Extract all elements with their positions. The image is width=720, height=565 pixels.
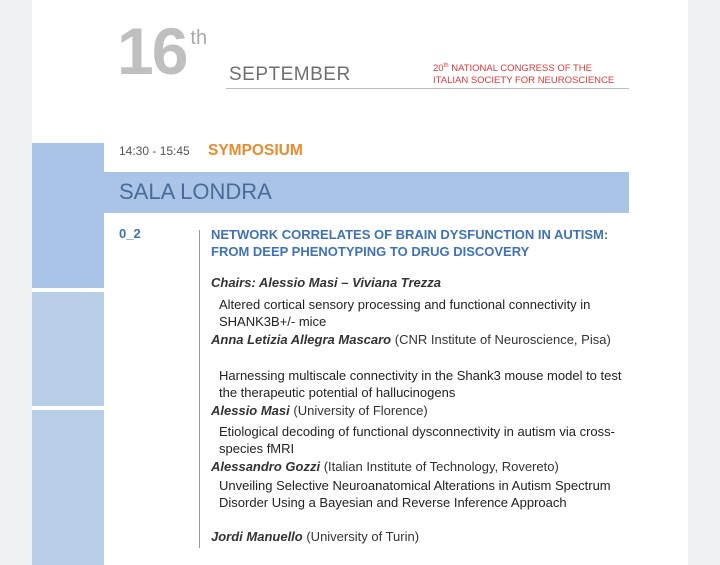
symposium-title: NETWORK CORRELATES OF BRAIN DYSFUNCTION IN AUTISM: FROM DEEP PHENOTYPING TO DRUG DISCOVERY: [211, 227, 609, 259]
session-time: 14:30 - 15:45: [119, 144, 190, 158]
talk-speaker: Anna Letizia Allegra Mascaro (CNR Institute of Neuroscience, Pisa): [211, 332, 611, 347]
talk-title: Etiological decoding of functional dysconnectivity in autism via cross-species fMRI: [219, 424, 615, 456]
side-band-1: [32, 143, 104, 288]
session-code: 0_2: [119, 226, 141, 241]
talk-title: Unveiling Selective Neuroanatomical Alterations in Autism Spectrum Disorder Using a Bayesian and Reverse Inference Approach: [219, 478, 611, 510]
month-label: SEPTEMBER: [229, 64, 351, 85]
talk-speaker: Alessio Masi (University of Florence): [211, 403, 428, 418]
side-band-3: [32, 410, 104, 565]
talk-title: Altered cortical sensory processing and functional connectivity in SHANK3B+/- mice: [219, 297, 591, 329]
header-divider: [226, 88, 629, 89]
talk-speaker: Alessandro Gozzi (Italian Institute of Technology, Rovereto): [211, 459, 559, 474]
day-number: 16 $^{th}$: [117, 14, 208, 88]
talk-title: Harnessing multiscale connectivity in the Shank3 mouse model to test the therapeutic potential of hallucinogens: [219, 368, 622, 400]
session-type: SYMPOSIUM: [208, 142, 303, 159]
session-divider: [199, 230, 200, 548]
room-name: SALA LONDRA: [119, 179, 272, 204]
talk-speaker: Jordi Manuello (University of Turin): [211, 529, 420, 544]
side-band-2: [32, 292, 104, 406]
chairs: Chairs: Alessio Masi – Viviana Trezza: [211, 275, 442, 290]
congress-title: 20th NATIONAL CONGRESS OF THE ITALIAN SOCIETY FOR NEUROSCIENCE: [433, 63, 615, 87]
day-suffix: th: [190, 27, 208, 49]
